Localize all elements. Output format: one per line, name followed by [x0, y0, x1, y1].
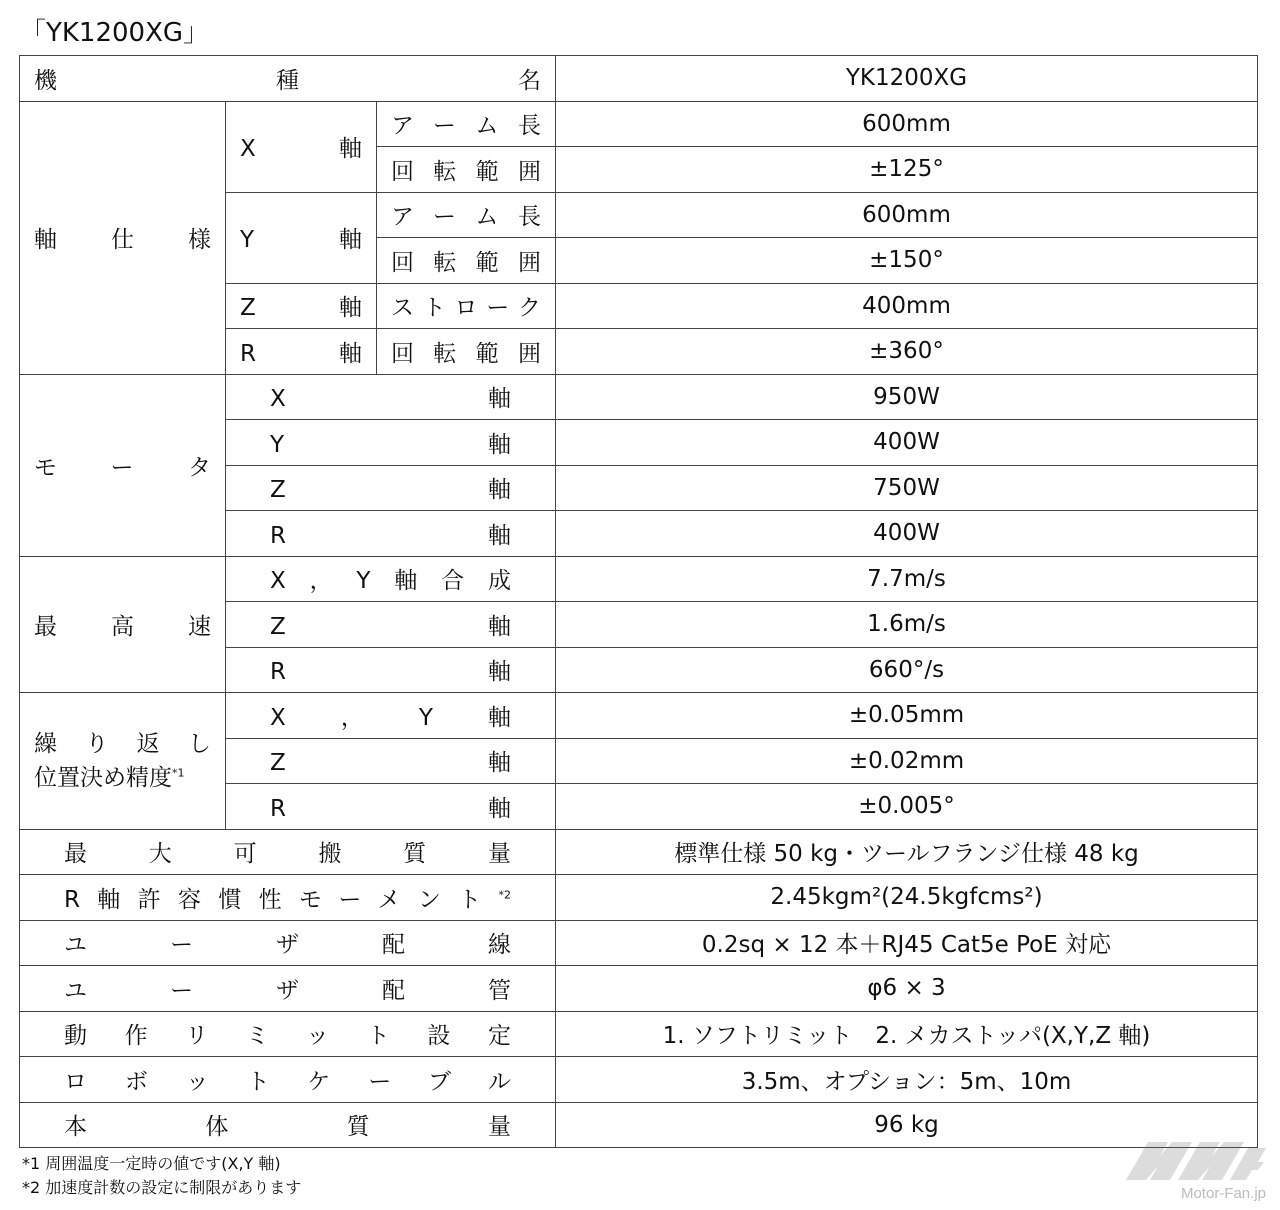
- max-speed-value: 1.6m/s: [556, 602, 1258, 648]
- robot-cable-label: ロボットケーブル: [20, 1057, 556, 1103]
- axis-spec-value: 600mm: [556, 101, 1258, 147]
- axis-spec-item: 回転範囲: [377, 238, 556, 284]
- r-axis-inertia-label: R軸許容慣性モーメント$^{*2}$: [20, 875, 556, 921]
- table-row: [20, 374, 1258, 420]
- repeatability-label-line2: 位置決め精度: [34, 764, 172, 791]
- table-row: [20, 1057, 1258, 1103]
- user-piping-value: φ6 × 3: [556, 966, 1258, 1012]
- table-row: [20, 693, 1258, 739]
- table-row: [20, 875, 1258, 921]
- footnote-2: *2 加速度計数の設定に制限があります: [22, 1178, 302, 1197]
- footnotes: [22, 1152, 301, 1200]
- travel-limit-value: 1. ソフトリミット 2. メカストッパ(X,Y,Z 軸): [556, 1011, 1258, 1057]
- axis-spec-item: 回転範囲: [377, 147, 556, 193]
- user-piping-label: ユーザ配管: [20, 966, 556, 1012]
- axis-spec-item: アーム長: [377, 192, 556, 238]
- motor-value: 400W: [556, 511, 1258, 557]
- motor-value: 750W: [556, 465, 1258, 511]
- max-speed-item: Z軸: [226, 602, 556, 648]
- footnote-mark: *1: [172, 766, 185, 780]
- axis-spec-axis: Z軸: [226, 283, 377, 329]
- user-wiring-value: 0.2sq × 12 本＋RJ45 Cat5e PoE 対応: [556, 920, 1258, 966]
- repeatability-value: ±0.005°: [556, 784, 1258, 830]
- repeatability-label: [20, 693, 226, 830]
- axis-spec-item: 回転範囲: [377, 329, 556, 375]
- max-speed-item: R軸: [226, 647, 556, 693]
- axis-spec-value: ±360°: [556, 329, 1258, 375]
- max-speed-value: 660°/s: [556, 647, 1258, 693]
- body-weight-label: 本体質量: [20, 1102, 556, 1148]
- table-row: [20, 1011, 1258, 1057]
- table-row: [20, 56, 1258, 102]
- axis-spec-value: 600mm: [556, 192, 1258, 238]
- max-payload-label: 最大可搬質量: [20, 829, 556, 875]
- axis-spec-value: 400mm: [556, 283, 1258, 329]
- user-wiring-label: ユーザ配線: [20, 920, 556, 966]
- max-speed-value: 7.7m/s: [556, 556, 1258, 602]
- table-row: [20, 556, 1258, 602]
- axis-spec-item: ストローク: [377, 283, 556, 329]
- motor-item: X軸: [226, 374, 556, 420]
- table-row: [20, 966, 1258, 1012]
- watermark-text: Motor-Fan.jp: [1180, 1185, 1266, 1202]
- table-row: [20, 101, 1258, 147]
- repeatability-item: Z軸: [226, 738, 556, 784]
- body-weight-value: 96 kg: [556, 1102, 1258, 1148]
- axis-spec-axis: X軸: [226, 101, 377, 192]
- model-name-label: 機 種 名: [20, 56, 556, 102]
- table-row: [20, 829, 1258, 875]
- max-payload-value: 標準仕様 50 kg・ツールフランジ仕様 48 kg: [556, 829, 1258, 875]
- axis-spec-axis: R軸: [226, 329, 377, 375]
- spec-table: [19, 55, 1258, 1148]
- robot-cable-value: 3.5m、オプション：5m、10m: [556, 1057, 1258, 1103]
- max-speed-item: X，Y軸合成: [226, 556, 556, 602]
- motor-item: Z軸: [226, 465, 556, 511]
- model-name-value: YK1200XG: [556, 56, 1258, 102]
- table-row: [20, 1102, 1258, 1148]
- travel-limit-label: 動作リミット設定: [20, 1011, 556, 1057]
- r-axis-inertia-value: 2.45kgm²(24.5kgfcms²): [556, 875, 1258, 921]
- repeatability-item: X，Y軸: [226, 693, 556, 739]
- motor-label: モータ: [20, 374, 226, 556]
- document-title: 「YK1200XG」: [20, 18, 210, 48]
- repeatability-value: ±0.02mm: [556, 738, 1258, 784]
- repeatability-label-line1: 繰り返し: [34, 730, 211, 757]
- axis-spec-item: アーム長: [377, 101, 556, 147]
- motor-value: 400W: [556, 420, 1258, 466]
- motor-item: Y軸: [226, 420, 556, 466]
- repeatability-value: ±0.05mm: [556, 693, 1258, 739]
- repeatability-item: R軸: [226, 784, 556, 830]
- footnote-mark: *2: [498, 888, 511, 902]
- motor-item: R軸: [226, 511, 556, 557]
- motor-value: 950W: [556, 374, 1258, 420]
- axis-spec-value: ±125°: [556, 147, 1258, 193]
- table-row: [20, 920, 1258, 966]
- footnote-1: *1 周囲温度一定時の値です(X,Y 軸): [22, 1154, 281, 1173]
- axis-spec-label: 軸仕様: [20, 101, 226, 374]
- axis-spec-value: ±150°: [556, 238, 1258, 284]
- axis-spec-axis: Y軸: [226, 192, 377, 283]
- max-speed-label: 最高速: [20, 556, 226, 693]
